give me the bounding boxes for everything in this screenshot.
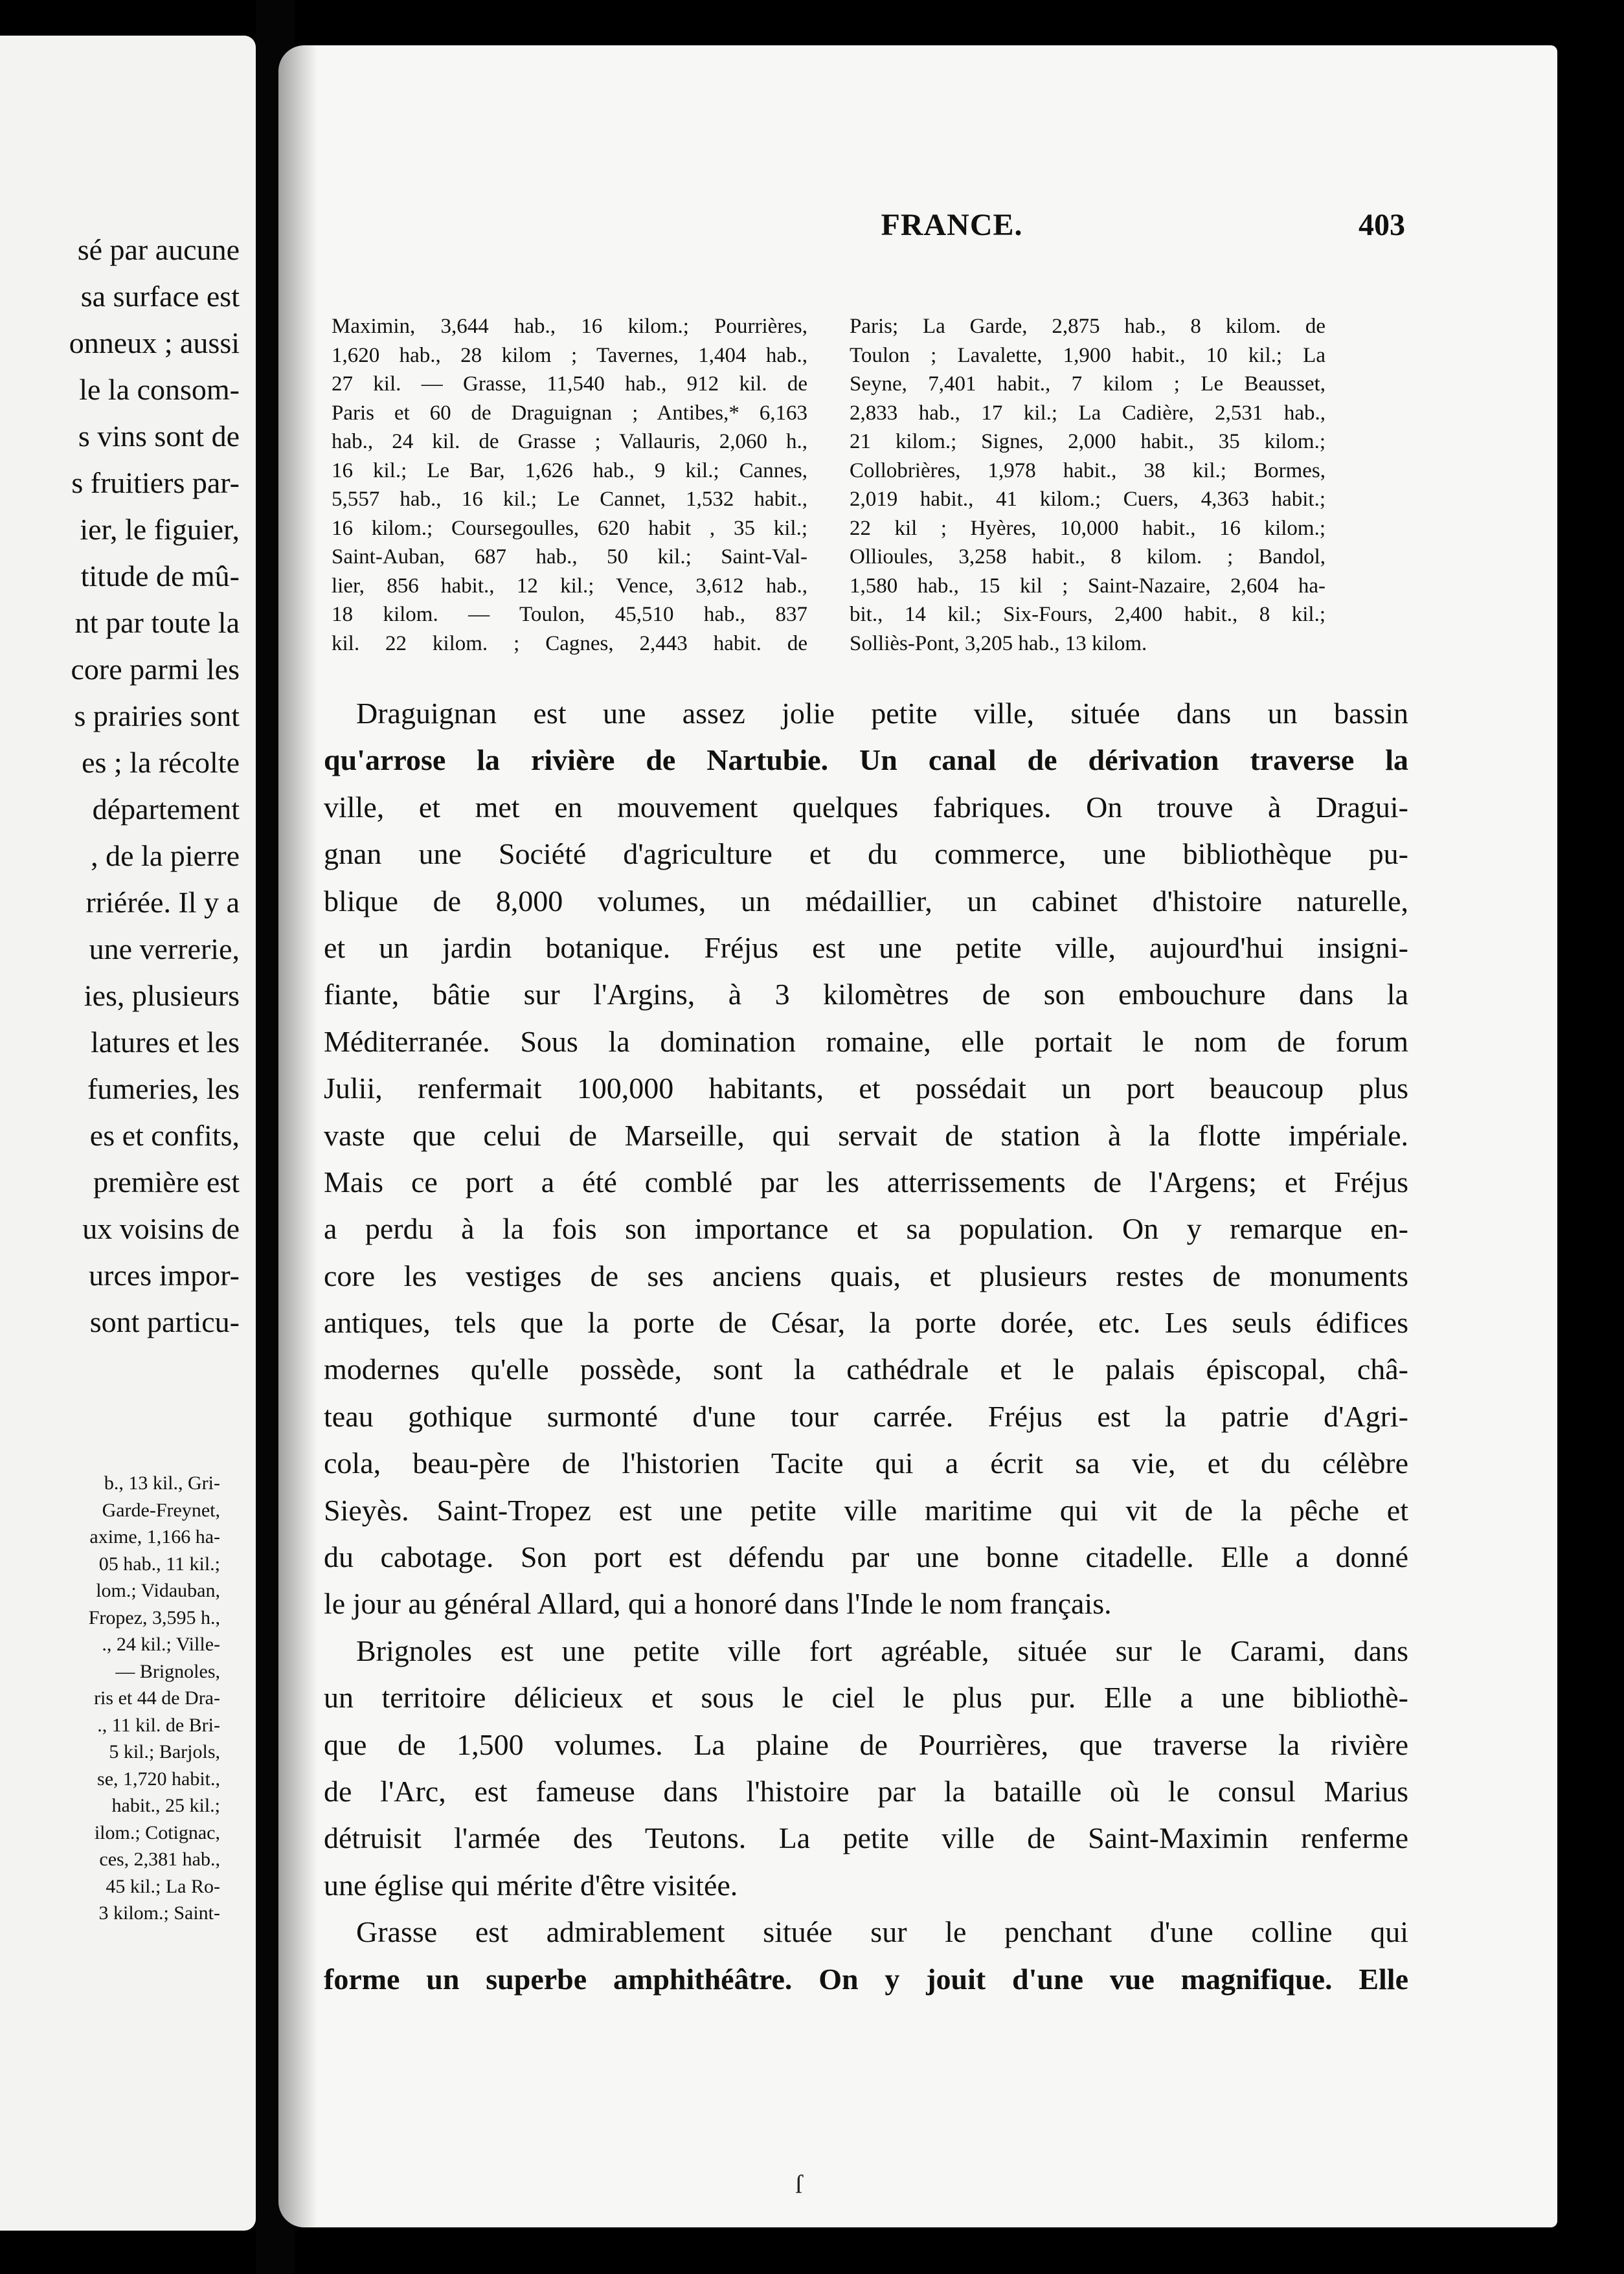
body-line: blique de 8,000 volumes, un médaillier, un cabinet d'histoire naturelle, xyxy=(324,884,1408,917)
body-line: un territoire délicieux et sous le ciel le plus pur. Elle a une bibliothè- xyxy=(324,1681,1408,1715)
left-note-line: habit., 25 kil.; xyxy=(111,1795,220,1816)
running-title: FRANCE. xyxy=(881,208,1023,242)
note-line: Seyne, 7,401 habit., 7 kilom ; Le Beausset, xyxy=(850,372,1325,396)
body-line: une église qui mérite d'être visitée. xyxy=(324,1868,738,1902)
note-line: 2,833 hab., 17 kil.; La Cadière, 2,531 hab., xyxy=(850,401,1325,425)
left-page-text xyxy=(0,227,240,1345)
left-text-line: latures et les xyxy=(91,1026,240,1059)
note-line: 16 kilom.; Coursegoulles, 620 habit , 35 kil.; xyxy=(332,516,807,540)
note-line: Toulon ; Lavalette, 1,900 habit., 10 kil.; La xyxy=(850,343,1325,367)
left-note-line: — Brignoles, xyxy=(115,1660,220,1682)
body-line: modernes qu'elle possède, sont la cathédrale et le palais épiscopal, châ- xyxy=(324,1353,1408,1386)
left-text-line: onneux ; aussi xyxy=(69,326,240,359)
note-line: 2,019 habit., 41 kilom.; Cuers, 4,363 habit.; xyxy=(850,488,1325,511)
note-line: 22 kil ; Hyères, 10,000 habit., 16 kilom.; xyxy=(850,516,1325,540)
note-line: 27 kil. — Grasse, 11,540 hab., 912 kil. de xyxy=(332,372,807,396)
note-line: Ollioules, 3,258 habit., 8 kilom. ; Bandol, xyxy=(850,545,1325,568)
left-text-line: titude de mû- xyxy=(80,559,240,592)
body-line: vaste que celui de Marseille, qui servait de station à la flotte impériale. xyxy=(324,1118,1408,1152)
left-note-line: lom.; Vidauban, xyxy=(96,1580,220,1601)
note-line: 18 kilom. — Toulon, 45,510 hab., 837 xyxy=(332,603,807,626)
body-line: ville, et met en mouvement quelques fabriques. On trouve à Dragui- xyxy=(324,790,1408,824)
left-page-fragment xyxy=(0,36,256,2231)
body-line: forme un superbe amphithéâtre. On y jouit d'une vue magnifique. Elle xyxy=(324,1962,1408,1996)
left-text-line: rriérée. Il y a xyxy=(85,886,240,919)
note-line: Paris et 60 de Draguignan ; Antibes,* 6,163 xyxy=(332,401,807,425)
left-text-line: , de la pierre xyxy=(91,839,240,872)
left-text-line: s vins sont de xyxy=(78,420,240,453)
note-line: 5,557 hab., 16 kil.; Le Cannet, 1,532 habit., xyxy=(332,488,807,511)
left-note-line: 05 hab., 11 kil.; xyxy=(98,1553,220,1575)
left-text-line: département xyxy=(92,793,240,826)
body-line: Mais ce port a été comblé par les atterrissements de l'Argens; et Fréjus xyxy=(324,1165,1408,1199)
left-text-line: nt par toute la xyxy=(74,606,240,639)
note-line: 21 kilom.; Signes, 2,000 habit., 35 kilom.; xyxy=(850,430,1325,453)
body-line: Draguignan est une assez jolie petite ville, située dans un bassin xyxy=(356,697,1408,730)
body-line: a perdu à la fois son importance et sa population. On y remarque en- xyxy=(324,1212,1408,1246)
left-note-line: 45 kil.; La Ro- xyxy=(106,1875,220,1897)
left-note-line: 5 kil.; Barjols, xyxy=(109,1741,220,1762)
note-line: 1,620 hab., 28 kilom ; Tavernes, 1,404 hab., xyxy=(332,343,807,367)
body-line: de l'Arc, est fameuse dans l'histoire par la bataille où le consul Marius xyxy=(324,1774,1408,1808)
left-text-line: s prairies sont xyxy=(74,699,240,732)
left-note-line: 3 kilom.; Saint- xyxy=(98,1902,220,1924)
left-text-line: ies, plusieurs xyxy=(84,979,240,1012)
left-text-line: ier, le figuier, xyxy=(80,513,240,546)
left-text-line: sé par aucune xyxy=(77,233,240,266)
body-line: le jour au général Allard, qui a honoré dans l'Inde le nom français. xyxy=(324,1587,1112,1621)
left-text-line: core parmi les xyxy=(71,653,240,686)
left-note-line: ces, 2,381 hab., xyxy=(99,1849,220,1870)
note-line: 1,580 hab., 15 kil ; Saint-Nazaire, 2,604 ha- xyxy=(850,574,1325,598)
body-line: et un jardin botanique. Fréjus est une petite ville, aujourd'hui insigni- xyxy=(324,930,1408,964)
left-note-line: Fropez, 3,595 h., xyxy=(88,1606,220,1628)
note-line: lier, 856 habit., 12 kil.; Vence, 3,612 hab., xyxy=(332,574,807,598)
left-page-notes xyxy=(0,1470,220,1927)
left-text-line: es et confits, xyxy=(89,1119,240,1152)
left-note-line: ., 24 kil.; Ville- xyxy=(102,1634,220,1655)
left-text-line: première est xyxy=(93,1165,240,1199)
note-line: Collobrières, 1,978 habit., 38 kil.; Bormes, xyxy=(850,458,1325,482)
page-number: 403 xyxy=(1359,208,1405,242)
body-line: du cabotage. Son port est défendu par une bonne citadelle. Elle a donné xyxy=(324,1540,1408,1574)
note-line: Saint-Auban, 687 hab., 50 kil.; Saint-Val- xyxy=(332,545,807,568)
note-line: Maximin, 3,644 hab., 16 kilom.; Pourrières, xyxy=(332,315,807,338)
body-line: gnan une Société d'agriculture et du commerce, une bibliothèque pu- xyxy=(324,837,1408,871)
page-mark: ſ xyxy=(795,2170,803,2199)
left-text-line: le la consom- xyxy=(79,373,240,406)
left-note-line: Garde-Freynet, xyxy=(102,1499,220,1521)
left-text-line: es ; la récolte xyxy=(82,746,240,779)
left-note-line: ris et 44 de Dra- xyxy=(94,1687,220,1709)
body-line: teau gothique surmonté d'une tour carrée. Fréjus est la patrie d'Agri- xyxy=(324,1399,1408,1433)
left-text-line: ux voisins de xyxy=(82,1212,240,1245)
left-note-line: axime, 1,166 ha- xyxy=(89,1526,220,1548)
left-text-line: urces impor- xyxy=(89,1259,240,1292)
body-line: Brignoles est une petite ville fort agréable, située sur le Carami, dans xyxy=(356,1634,1408,1667)
body-text xyxy=(324,690,1408,2003)
body-line: que de 1,500 volumes. La plaine de Pourrières, que traverse la rivière xyxy=(324,1728,1408,1761)
notes-column-right xyxy=(850,312,1325,658)
notes-column-left xyxy=(332,312,807,658)
left-text-line: une verrerie, xyxy=(89,932,240,965)
note-line: Paris; La Garde, 2,875 hab., 8 kilom. de xyxy=(850,315,1325,338)
note-line: 16 kil.; Le Bar, 1,626 hab., 9 kil.; Cannes, xyxy=(332,458,807,482)
body-line: Sieyès. Saint-Tropez est une petite ville maritime qui vit de la pêche et xyxy=(324,1493,1408,1527)
running-head xyxy=(278,207,1557,246)
body-line: Grasse est admirablement située sur le penchant d'une colline qui xyxy=(356,1915,1408,1949)
left-text-line: s fruitiers par- xyxy=(71,466,240,499)
left-note-line: se, 1,720 habit., xyxy=(97,1768,220,1790)
left-text-line: sa surface est xyxy=(80,280,240,313)
body-line: détruisit l'armée des Teutons. La petite ville de Saint-Maximin renferme xyxy=(324,1821,1408,1855)
body-line: Julii, renfermait 100,000 habitants, et possédait un port beaucoup plus xyxy=(324,1072,1408,1105)
body-line: qu'arrose la rivière de Nartubie. Un canal de dérivation traverse la xyxy=(324,743,1408,777)
left-note-line: ilom.; Cotignac, xyxy=(94,1821,220,1843)
note-line: hab., 24 kil. de Grasse ; Vallauris, 2,060 h., xyxy=(332,430,807,453)
note-line: Solliès-Pont, 3,205 hab., 13 kilom. xyxy=(850,631,1147,655)
left-text-line: sont particu- xyxy=(89,1305,240,1338)
body-line: antiques, tels que la porte de César, la porte dorée, etc. Les seuls édifices xyxy=(324,1306,1408,1340)
note-line: kil. 22 kilom. ; Cagnes, 2,443 habit. de xyxy=(332,631,807,655)
body-line: fiante, bâtie sur l'Argins, à 3 kilomètres de son embouchure dans la xyxy=(324,978,1408,1011)
body-line: core les vestiges de ses anciens quais, et plusieurs restes de monuments xyxy=(324,1259,1408,1292)
book-page xyxy=(278,45,1557,2227)
note-line: bit., 14 kil.; Six-Fours, 2,400 habit., 8 kil.; xyxy=(850,603,1325,626)
body-line: cola, beau-père de l'historien Tacite qui a écrit sa vie, et du célèbre xyxy=(324,1447,1408,1480)
left-note-line: b., 13 kil., Gri- xyxy=(104,1472,220,1494)
body-line: Méditerranée. Sous la domination romaine, elle portait le nom de forum xyxy=(324,1024,1408,1058)
left-note-line: ., 11 kil. de Bri- xyxy=(97,1714,220,1736)
left-text-line: fumeries, les xyxy=(87,1072,240,1105)
